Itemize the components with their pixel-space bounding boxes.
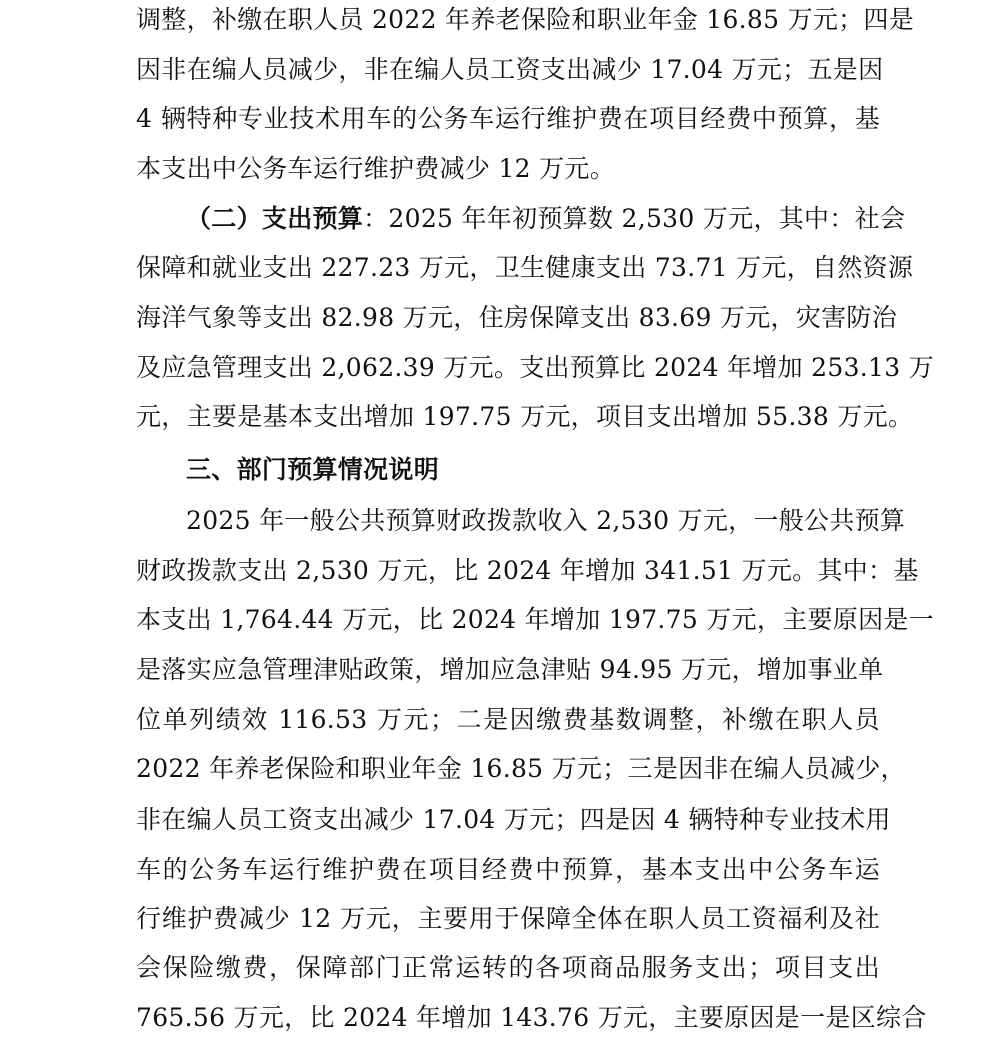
text-line: 海洋气象等支出 82.98 万元，住房保障支出 83.69 万元，灾害防治 [136,303,898,332]
text-line: 行维护费减少 12 万元，主要用于保障全体在职人员工资福利及社 [136,904,880,933]
text-line: 本支出中公务车运行维护费减少 12 万元。 [136,154,616,183]
text-line: 位单列绩效 116.53 万元；二是因缴费基数调整，补缴在职人员 [136,705,880,734]
text-line: 元，主要是基本支出增加 197.75 万元，项目支出增加 55.38 万元。 [136,402,914,431]
text-line: 车的公务车运行维护费在项目经费中预算，基本支出中公务车运 [136,855,880,884]
text-line: 本支出 1,764.44 万元，比 2024 年增加 197.75 万元，主要原因是一 [136,605,935,634]
text-line: 保障和就业支出 227.23 万元，卫生健康支出 73.71 万元，自然资源 [136,253,914,282]
section-heading: 三、部门预算情况说明 [186,455,440,484]
text-line: 调整，补缴在职人员 2022 年养老保险和职业年金 16.85 万元；四是 [136,5,915,34]
text-line: 财政拨款支出 2,530 万元，比 2024 年增加 341.51 万元。其中：基 [136,556,919,585]
text-line: 是落实应急管理津贴政策，增加应急津贴 94.95 万元，增加事业单 [136,655,884,684]
text-line: 非在编人员工资支出减少 17.04 万元；四是因 4 辆特种专业技术用 [136,805,891,834]
text-line: 765.56 万元，比 2024 年增加 143.76 万元，主要原因是一是区综合 [136,1003,927,1032]
text-span: ：2025 年年初预算数 2,530 万元，其中：社会 [363,204,906,233]
section-label: （二）支出预算 [186,204,364,233]
text-line: 及应急管理支出 2,062.39 万元。支出预算比 2024 年增加 253.13 万 [136,353,935,382]
text-line: 因非在编人员减少，非在编人员工资支出减少 17.04 万元；五是因 [136,55,884,84]
text-line: 会保险缴费，保障部门正常运转的各项商品服务支出；项目支出 [136,953,880,982]
text-line: 4 辆特种专业技术用车的公务车运行维护费在项目经费中预算，基 [136,104,880,133]
paragraph-start-line: 2025 年一般公共预算财政拨款收入 2,530 万元，一般公共预算 [186,506,906,535]
text-line: 2022 年养老保险和职业年金 16.85 万元；三是因非在编人员减少， [136,754,906,783]
paragraph-start-line [186,199,906,239]
